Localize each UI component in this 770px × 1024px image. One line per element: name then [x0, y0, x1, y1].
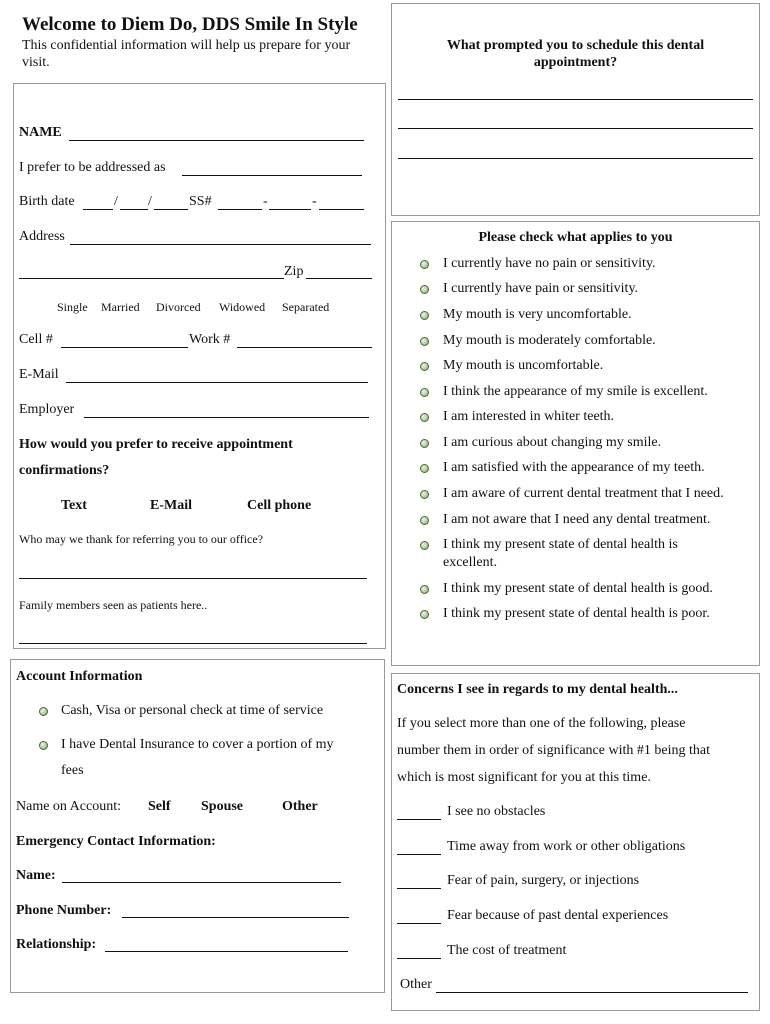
bullet-icon [420, 388, 429, 397]
cell-label: Cell # [19, 332, 53, 347]
bullet-icon [420, 362, 429, 371]
applies-item[interactable]: I currently have pain or sensitivity. [392, 281, 722, 299]
concerns-intro-2: number them in order of significance with #1 being that [397, 743, 710, 758]
payment-option-cash[interactable]: Cash, Visa or personal check at time of service [11, 703, 371, 721]
email-field[interactable] [66, 382, 368, 383]
concern-item: Fear because of past dental experiences [447, 908, 669, 923]
prompt-question-2: appointment? [533, 55, 618, 70]
applies-item[interactable]: I am satisfied with the appearance of my teeth. [392, 460, 722, 478]
ec-name-field[interactable] [62, 882, 341, 883]
concern-rank-field[interactable] [397, 958, 441, 959]
marital-married[interactable]: Married [101, 300, 140, 314]
concern-item: I see no obstacles [447, 804, 546, 819]
birth-day-field[interactable] [120, 209, 148, 210]
prompt-question: What prompted you to schedule this dental [446, 38, 705, 53]
referral-field[interactable] [19, 578, 367, 579]
ec-phone-label: Phone Number: [16, 903, 112, 918]
ec-relationship-field[interactable] [105, 951, 348, 952]
bullet-icon [420, 585, 429, 594]
work-field[interactable] [237, 347, 372, 348]
account-section [10, 659, 385, 993]
bullet-icon [39, 741, 48, 750]
concerns-other-label: Other [400, 977, 432, 992]
bullet-icon [420, 610, 429, 619]
confirm-option-email[interactable]: E-Mail [150, 498, 192, 513]
marital-widowed[interactable]: Widowed [219, 300, 266, 314]
work-label: Work # [189, 332, 231, 347]
marital-single[interactable]: Single [57, 300, 88, 314]
applies-item[interactable]: I think my present state of dental health is poor. [392, 606, 722, 624]
family-field[interactable] [19, 643, 367, 644]
applies-item[interactable]: I am aware of current dental treatment that I need. [392, 486, 722, 504]
bullet-icon [420, 439, 429, 448]
concern-rank-field[interactable] [397, 923, 441, 924]
bullet-icon [420, 311, 429, 320]
bullet-icon [420, 337, 429, 346]
applies-item[interactable]: I am not aware that I need any dental treatment. [392, 512, 722, 530]
concerns-section [391, 673, 760, 1011]
ss-part1-field[interactable] [218, 209, 262, 210]
bullet-icon [420, 285, 429, 294]
confirmation-question-2: confirmations? [19, 463, 110, 478]
account-option-spouse[interactable]: Spouse [201, 799, 244, 814]
bullet-icon [39, 707, 48, 716]
account-option-self[interactable]: Self [148, 799, 171, 814]
address-line2-field[interactable] [19, 278, 284, 279]
name-on-account-label: Name on Account: [16, 799, 121, 814]
applies-heading: Please check what applies to you [478, 230, 673, 245]
date-slash: / [148, 194, 152, 209]
bullet-icon [420, 541, 429, 550]
confirm-option-text[interactable]: Text [61, 498, 87, 513]
payment-option-insurance[interactable]: I have Dental Insurance to cover a portion of my fees [11, 737, 371, 781]
prompt-answer-line3[interactable] [398, 158, 753, 159]
page-title: Welcome to Diem Do, DDS Smile In Style [22, 14, 358, 35]
ss-part3-field[interactable] [319, 209, 364, 210]
confirm-option-cell[interactable]: Cell phone [247, 498, 312, 513]
account-option-other[interactable]: Other [282, 799, 318, 814]
concerns-other-field[interactable] [436, 992, 748, 993]
concern-item: Fear of pain, surgery, or injections [447, 873, 640, 888]
ss-dash: - [312, 194, 317, 209]
concern-rank-field[interactable] [397, 854, 441, 855]
confirmation-question: How would you prefer to receive appointment [19, 437, 293, 452]
concern-rank-field[interactable] [397, 888, 441, 889]
account-heading: Account Information [16, 669, 143, 684]
prompt-section [391, 3, 760, 216]
concern-item: The cost of treatment [447, 943, 567, 958]
birth-month-field[interactable] [83, 209, 113, 210]
birth-year-field[interactable] [154, 209, 188, 210]
employer-label: Employer [19, 402, 75, 417]
ss-dash: - [263, 194, 268, 209]
concern-rank-field[interactable] [397, 819, 441, 820]
prefer-label: I prefer to be addressed as [19, 160, 166, 175]
zip-field[interactable] [306, 278, 372, 279]
ss-part2-field[interactable] [269, 209, 311, 210]
applies-item[interactable]: I am curious about changing my smile. [392, 435, 722, 453]
applies-item[interactable]: My mouth is moderately comfortable. [392, 333, 722, 351]
concerns-intro-3: which is most significant for you at this time. [397, 770, 651, 785]
concern-item: Time away from work or other obligations [447, 839, 686, 854]
applies-item[interactable]: I currently have no pain or sensitivity. [392, 256, 722, 274]
ss-label: SS# [189, 194, 212, 209]
page-subtitle: This confidential information will help us prepare for your [22, 38, 351, 53]
preferred-name-field[interactable] [182, 175, 362, 176]
bullet-icon [420, 464, 429, 473]
emergency-heading: Emergency Contact Information: [16, 834, 216, 849]
address-label: Address [19, 229, 65, 244]
bullet-icon [420, 260, 429, 269]
zip-label: Zip [284, 264, 304, 279]
applies-item[interactable]: My mouth is very uncomfortable. [392, 307, 722, 325]
family-label: Family members seen as patients here.. [19, 598, 208, 612]
bullet-icon [420, 516, 429, 525]
name-label: NAME [19, 125, 62, 140]
name-field[interactable] [69, 140, 364, 141]
birth-date-label: Birth date [19, 194, 75, 209]
applies-item[interactable]: I think the appearance of my smile is excellent. [392, 384, 722, 402]
ec-name-label: Name: [16, 868, 56, 883]
concerns-intro: If you select more than one of the following, please [397, 716, 686, 731]
applies-item[interactable]: I think my present state of dental health is excellent. [392, 537, 722, 573]
applies-item[interactable]: My mouth is uncomfortable. [392, 358, 722, 376]
concerns-heading: Concerns I see in regards to my dental health... [397, 682, 678, 697]
ec-relationship-label: Relationship: [16, 937, 97, 952]
referral-label: Who may we thank for referring you to our office? [19, 532, 264, 546]
bullet-icon [420, 490, 429, 499]
prompt-answer-line1[interactable] [398, 99, 753, 100]
date-slash: / [114, 194, 118, 209]
prompt-answer-line2[interactable] [398, 128, 753, 129]
applies-item[interactable]: I am interested in whiter teeth. [392, 409, 722, 427]
ec-phone-field[interactable] [122, 917, 349, 918]
page-subtitle-2: visit. [22, 55, 50, 70]
email-label: E-Mail [19, 367, 59, 382]
personal-info-section [13, 83, 386, 649]
cell-field[interactable] [61, 347, 188, 348]
marital-divorced[interactable]: Divorced [156, 300, 201, 314]
applies-item[interactable]: I think my present state of dental health is good. [392, 581, 722, 599]
employer-field[interactable] [84, 417, 369, 418]
address-line1-field[interactable] [70, 244, 371, 245]
marital-separated[interactable]: Separated [282, 300, 330, 314]
applies-section [391, 221, 760, 666]
bullet-icon [420, 413, 429, 422]
